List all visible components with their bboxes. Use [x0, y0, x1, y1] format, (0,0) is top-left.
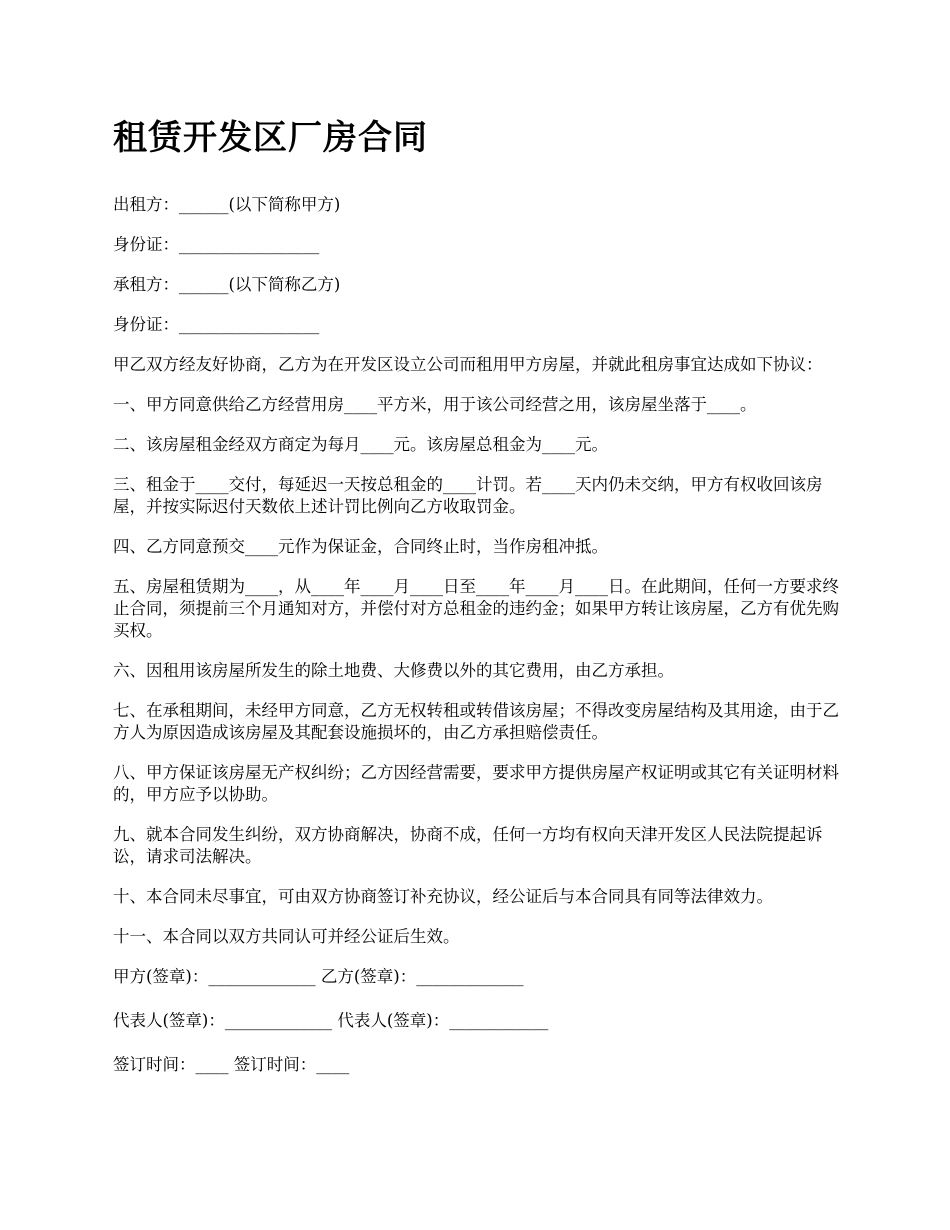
- clause-6: 六、因租用该房屋所发生的除土地费、大修费以外的其它费用，由乙方承担。: [113, 661, 674, 680]
- lessee-line: 承租方：______(以下简称乙方): [113, 275, 341, 294]
- clause-5: 五、房屋租赁期为____，从____年____月____日至____年____月____日。在此期间，任何一方要求终止合同，须提前三个月通知对方，并偿付对方总租金的违约金；如果甲方转让该房屋，乙方有优先购买权。: [113, 577, 839, 640]
- signature-representative-line: 代表人(签章)：_____________ 代表人(签章)：____________: [113, 1011, 549, 1030]
- lessor-id-line: 身份证：_________________: [113, 235, 320, 254]
- clause-11: 十一、本合同以双方共同认可并经公证后生效。: [113, 927, 460, 946]
- preamble-paragraph: 甲乙双方经友好协商，乙方为在开发区设立公司而租用甲方房屋，并就此租房事宜达成如下协议：: [113, 355, 823, 374]
- clause-8: 八、甲方保证该房屋无产权纠纷；乙方因经营需要，要求甲方提供房屋产权证明或其它有关证明材料的，甲方应予以协助。: [113, 763, 839, 804]
- clause-4: 四、乙方同意预交____元作为保证金，合同终止时，当作房租冲抵。: [113, 537, 608, 556]
- clause-1: 一、甲方同意供给乙方经营用房____平方米，用于该公司经营之用，该房屋坐落于____。: [113, 395, 757, 414]
- clause-3: 三、租金于____交付，每延迟一天按总租金的____计罚。若____天内仍未交纳，甲方有权收回该房屋，并按实际迟付天数依上述计罚比例向乙方收取罚金。: [113, 475, 823, 516]
- lessee-id-line: 身份证：_________________: [113, 315, 320, 334]
- clause-10: 十、本合同未尽事宜，可由双方协商签订补充协议，经公证后与本合同具有同等法律效力。: [113, 887, 773, 906]
- signature-date-line: 签订时间：____ 签订时间：____: [113, 1055, 350, 1074]
- clause-9: 九、就本合同发生纠纷，双方协商解决，协商不成，任何一方均有权向天津开发区人民法院提起诉讼，请求司法解决。: [113, 825, 823, 866]
- lessor-line: 出租方：______(以下简称甲方): [113, 195, 341, 214]
- document-title: 租赁开发区厂房合同: [113, 118, 428, 158]
- document-page: [113, 112, 848, 1098]
- signature-party-line: 甲方(签章)：_____________ 乙方(签章)：_____________: [113, 967, 524, 986]
- clause-2: 二、该房屋租金经双方商定为每月____元。该房屋总租金为____元。: [113, 435, 608, 454]
- clause-7: 七、在承租期间，未经甲方同意，乙方无权转租或转借该房屋；不得改变房屋结构及其用途，由于乙方人为原因造成该房屋及其配套设施损坏的，由乙方承担赔偿责任。: [113, 701, 839, 742]
